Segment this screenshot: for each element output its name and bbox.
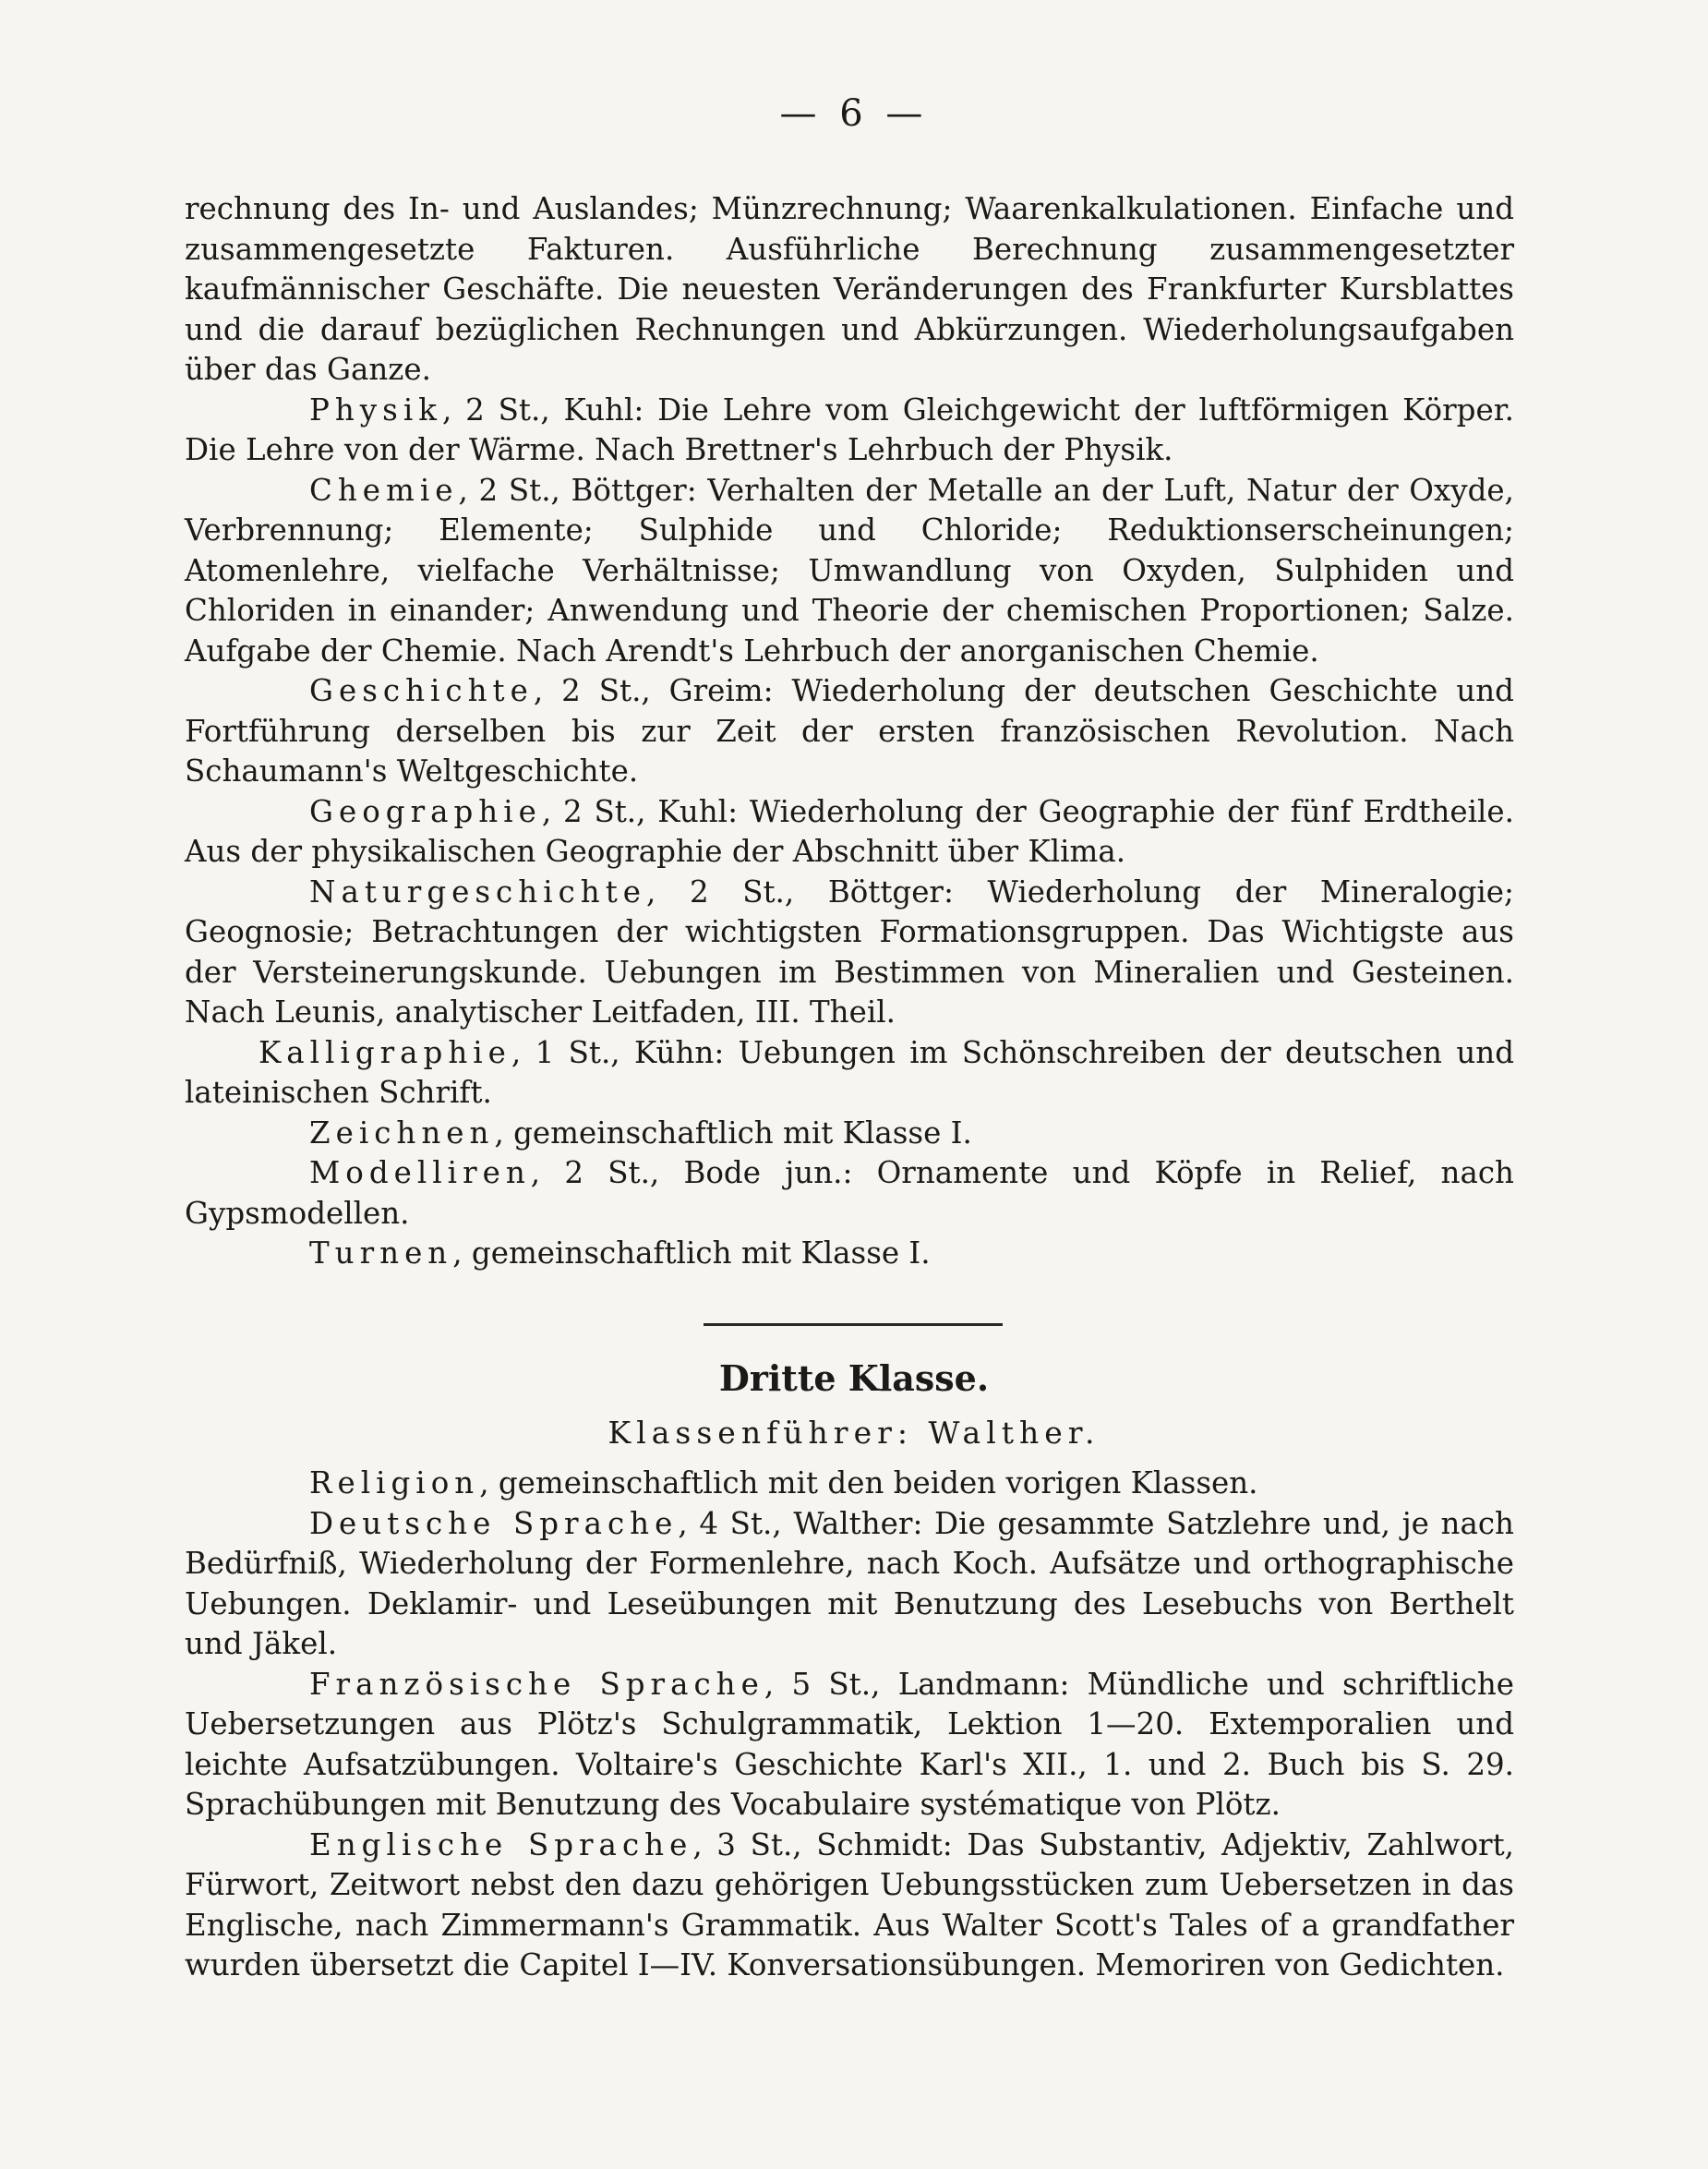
subject-heading: Kalligraphie (259, 1034, 511, 1070)
page-number: — 6 — (779, 92, 929, 135)
subject-heading: Physik (309, 392, 442, 428)
subject-heading: Geographie (309, 793, 542, 829)
subject-heading: Modelliren (309, 1155, 531, 1190)
subject-religion (185, 1464, 1514, 1504)
subject-text: , gemeinschaftlich mit Klasse I. (494, 1115, 972, 1151)
subject-modelliren (185, 1153, 1514, 1234)
subject-text: , 5 St., Landmann: Mündliche und schriftliche Uebersetzungen aus Plötz's Schulgrammatik, Lektion 1—20. Extemporalien und leichte Aufsatzübungen. Voltaire's Geschichte Karl's XII., 1. und 2. Buch bis S. 29. Sprachübungen mit Benutzung des Vocabulaire systématique von Plötz. (185, 1666, 1514, 1822)
class-title: Dritte Klasse. (718, 1357, 990, 1399)
subject-chemie (185, 471, 1514, 672)
subject-englisch (185, 1826, 1514, 1986)
subject-heading: Naturgeschichte (309, 874, 647, 910)
class-teacher: Klassenführer: Walther. (607, 1415, 1101, 1451)
subject-heading: Religion (309, 1465, 480, 1500)
subject-text: , 2 St., Bode jun.: Ornamente und Köpfe in Relief, nach Gypsmodellen. (185, 1155, 1514, 1231)
subject-text: , 2 St., Kuhl: Die Lehre vom Gleichgewicht der luftförmigen Körper. Die Lehre von der Wärme. Nach Brettner's Lehrbuch der Physik. (185, 392, 1514, 467)
subject-text: , 2 St., Böttger: Verhalten der Metalle an der Luft, Natur der Oxyde, Verbrennung; Elemente; Sulphide und Chloride; Reduktionserscheinungen; Atomenlehre, vielfache Verhältnisse; Umwandlung von Oxyden, Sulphiden und Chloriden in einander; Anwendung und Theorie der chemischen Proportionen; Salze. Aufgabe der Chemie. Nach Arendt's Lehrbuch der anorganischen Chemie. (185, 472, 1514, 669)
subject-heading: Chemie (309, 472, 459, 508)
top-section (185, 189, 1514, 1274)
subject-naturgeschichte (185, 873, 1514, 1033)
subject-text: , 2 St., Greim: Wiederholung der deutschen Geschichte und Fortführung derselben bis zur Zeit der ersten französischen Revolution. Nach Schaumann's Weltgeschichte. (185, 673, 1514, 789)
subject-turnen (185, 1234, 1514, 1274)
subject-heading: Turnen (309, 1235, 453, 1271)
subject-heading: Zeichnen (309, 1115, 495, 1151)
subject-text: , 1 St., Kühn: Uebungen im Schönschreiben der deutschen und lateinischen Schrift. (185, 1034, 1514, 1110)
subject-heading: Englische Sprache (309, 1826, 693, 1862)
subject-text: , 2 St., Kuhl: Wiederholung der Geographie der fünf Erdtheile. Aus der physikalischen Geographie der Abschnitt über Klima. (185, 793, 1514, 869)
subject-heading: Deutsche Sprache (309, 1505, 679, 1541)
subject-geschichte (185, 671, 1514, 792)
subject-text: , gemeinschaftlich mit den beiden vorigen Klassen. (479, 1465, 1258, 1500)
subject-text: , 2 St., Böttger: Wiederholung der Mineralogie; Geognosie; Betrachtungen der wichtigsten Formationsgruppen. Das Wichtigste aus der Versteinerungskunde. Uebungen im Bestimmen von Mineralien und Gesteinen. Nach Leunis, analytischer Leitfaden, III. Theil. (185, 874, 1514, 1030)
subject-geographie (185, 792, 1514, 873)
subject-deutsch (185, 1504, 1514, 1665)
subject-heading: Geschichte (309, 673, 534, 708)
subject-text: , 4 St., Walther: Die gesammte Satzlehre und, je nach Bedürfniß, Wiederholung der Formenlehre, nach Koch. Aufsätze und orthographische Uebungen. Deklamir- und Leseübungen mit Benutzung des Lesebuchs von Berthelt und Jäkel. (185, 1505, 1514, 1661)
continuation-paragraph: rechnung des In- und Auslandes; Münzrechnung; Waarenkalkulationen. Einfache und zusammengesetzte Fakturen. Ausführliche Berechnung zusammengesetzter kaufmännischer Geschäfte. Die neuesten Veränderungen des Frankfurter Kursblattes und die darauf bezüglichen Rechnungen und Abkürzungen. Wiederholungsaufgaben über das Ganze. (185, 191, 1514, 387)
subject-zeichnen (185, 1114, 1514, 1154)
section-divider (704, 1323, 1003, 1326)
subject-text: , 3 St., Schmidt: Das Substantiv, Adjektiv, Zahlwort, Fürwort, Zeitwort nebst den dazu gehörigen Uebungsstücken zum Uebersetzen in das Englische, nach Zimmermann's Grammatik. Aus Walter Scott's Tales of a grandfather wurden übersetzt die Capitel I—IV. Konversationsübungen. Memoriren von Gedichten. (185, 1826, 1514, 1982)
subject-heading: Französische Sprache (309, 1666, 764, 1702)
subject-franzoesisch (185, 1665, 1514, 1826)
subject-kalligraphie (185, 1033, 1514, 1114)
class-section (185, 1464, 1514, 1986)
subject-text: , gemeinschaftlich mit Klasse I. (452, 1235, 931, 1271)
subject-physik (185, 391, 1514, 471)
